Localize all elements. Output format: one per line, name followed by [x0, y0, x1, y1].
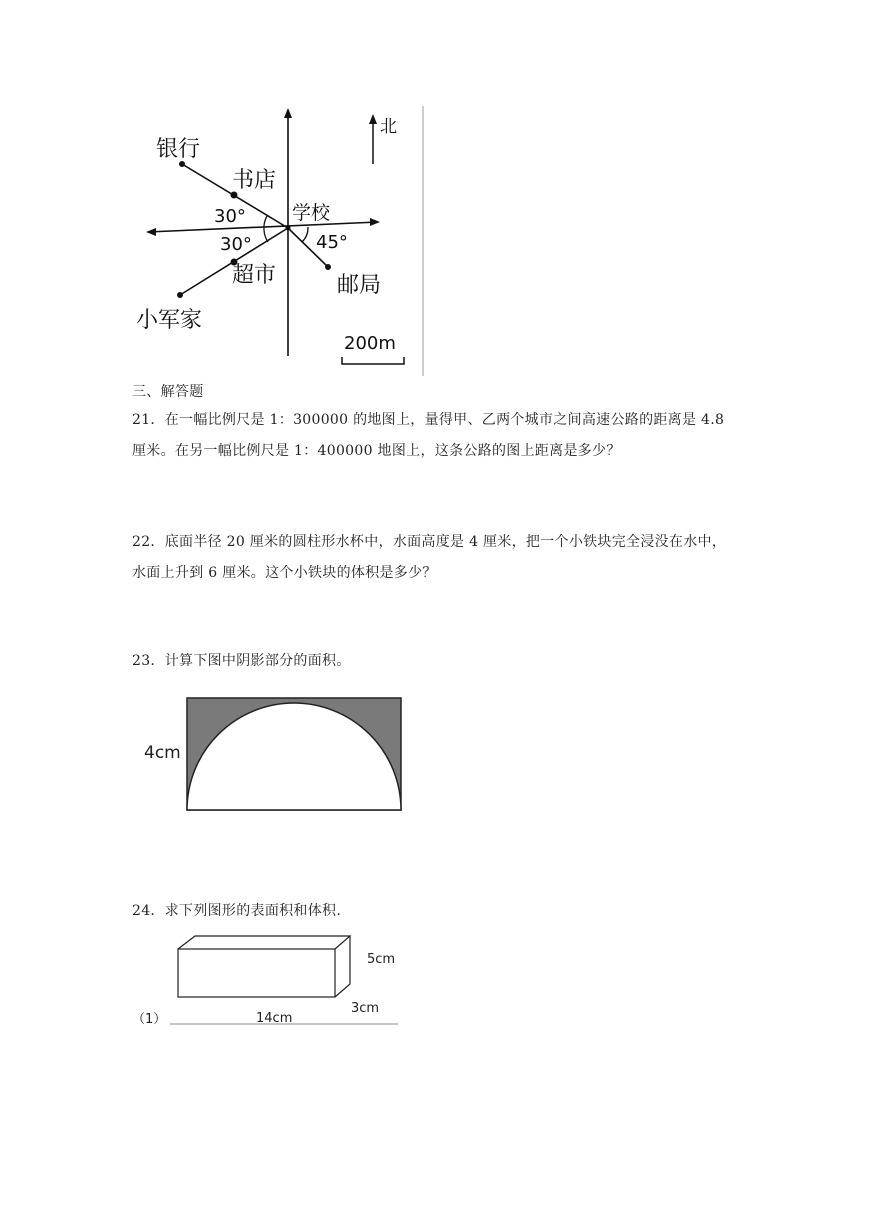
q21-line-2: 厘米。在另一幅比例尺是 1：400000 地图上，这条公路的图上距离是多少？ [132, 443, 621, 459]
home-point [177, 292, 183, 298]
shaded-semicircle-figure [140, 692, 410, 817]
q22-line-1: 22．底面半径 20 厘米的圆柱形水杯中，水面高度是 4 厘米，把一个小铁块完全浸没在水中， [132, 534, 727, 550]
label-length: 14cm [256, 1011, 293, 1026]
cuboid-front-face [178, 949, 335, 997]
q21-line-1: 21．在一幅比例尺是 1：300000 的地图上，量得甲、乙两个城市之间高速公路的距离是 4.8 [132, 412, 725, 428]
label-scale: 200m [344, 333, 396, 354]
angle-arc-right [302, 227, 308, 242]
label-xiaojun-home: 小军家 [136, 308, 203, 333]
label-bookstore: 书店 [232, 168, 277, 193]
direction-map-figure [130, 100, 430, 380]
axis-arrow-icon [284, 108, 292, 118]
angle-arc-upper [264, 216, 267, 230]
label-width: 3cm [351, 1001, 380, 1016]
label-height: 5cm [367, 952, 396, 967]
label-angle-lower: 30° [220, 234, 252, 255]
axis-arrow-icon [146, 228, 156, 236]
label-supermarket: 超市 [232, 263, 277, 288]
axis-arrow-icon [370, 218, 380, 226]
angle-arc-lower [264, 230, 268, 242]
section-title: 三、解答题 [132, 384, 204, 400]
east-west-axis [148, 222, 378, 232]
label-north: 北 [380, 117, 397, 137]
cuboid-right-face [335, 936, 350, 997]
school-point [286, 226, 291, 231]
q24-line-1: 24．求下列图形的表面积和体积. [132, 903, 342, 919]
label-angle-upper: 30° [214, 206, 246, 227]
label-post-office: 邮局 [337, 273, 382, 298]
height-label: 4cm [144, 743, 181, 763]
label-angle-right: 45° [316, 232, 348, 253]
cuboid-top-face [178, 936, 350, 949]
post-office-point [325, 264, 331, 270]
label-school: 学校 [292, 202, 331, 224]
part-label: （1） [132, 1012, 167, 1027]
cuboid-figure [130, 928, 410, 1033]
q22-line-2: 水面上升到 6 厘米。这个小铁块的体积是多少？ [132, 565, 437, 581]
q23-line-1: 23．计算下图中阴影部分的面积。 [132, 653, 351, 669]
scale-bar [342, 357, 404, 364]
north-arrowhead-icon [369, 114, 377, 124]
label-bank: 银行 [156, 137, 201, 162]
